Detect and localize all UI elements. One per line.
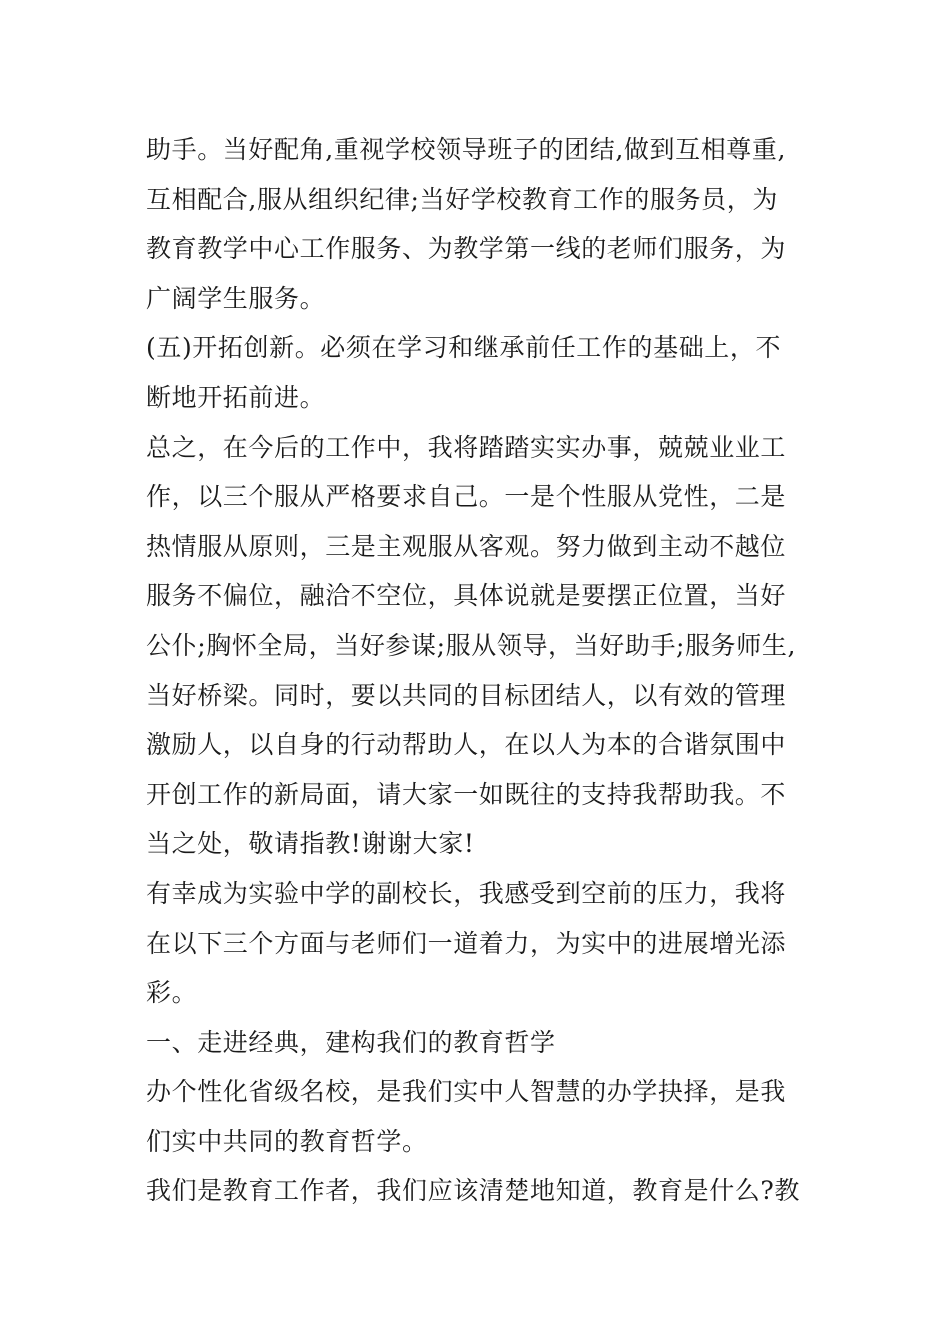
section-heading — [146, 1018, 826, 1068]
paragraph-5 — [146, 1067, 826, 1166]
text-line: 断地开拓前进。 — [146, 382, 326, 412]
text-line: 作，以三个服从严格要求自己。一是个性服从党性，二是 — [146, 482, 787, 512]
text-line: 热情服从原则，三是主观服从客观。努力做到主动不越位 — [146, 531, 787, 561]
paragraph-1 — [146, 125, 826, 323]
text-line: 服务不偏位，融洽不空位，具体说就是要摆正位置，当好 — [146, 581, 787, 611]
text-line: 互相配合,服从组织纪律;当好学校教育工作的服务员，为 — [146, 184, 778, 214]
text-line: 当好桥梁。同时，要以共同的目标团结人，以有效的管理 — [146, 680, 787, 710]
paragraph-3 — [146, 423, 826, 869]
text-line: 当之处，敬请指教!谢谢大家! — [146, 829, 475, 859]
text-line: 开创工作的新局面，请大家一如既往的支持我帮助我。不 — [146, 779, 787, 809]
text-line: 助手。当好配角,重视学校领导班子的团结,做到互相尊重, — [146, 135, 787, 164]
text-line: 办个性化省级名校，是我们实中人智慧的办学抉择，是我 — [146, 1077, 787, 1107]
text-line: (五)开拓创新。必须在学习和继承前任工作的基础上，不 — [146, 333, 782, 363]
paragraph-6 — [146, 1166, 826, 1216]
text-line: 总之，在今后的工作中，我将踏踏实实办事，兢兢业业工 — [146, 432, 787, 462]
document-body — [146, 125, 826, 1216]
text-line: 有幸成为实验中学的副校长，我感受到空前的压力，我将 — [146, 878, 787, 908]
text-line: 在以下三个方面与老师们一道着力，为实中的进展增光添 — [146, 928, 787, 958]
text-line: 公仆;胸怀全局，当好参谋;服从领导，当好助手;服务师生, — [146, 630, 797, 660]
text-line: 我们是教育工作者，我们应该清楚地知道，教育是什么?教 — [146, 1176, 801, 1206]
text-line: 教育教学中心工作服务、为教学第一线的老师们服务，为 — [146, 234, 787, 264]
paragraph-2 — [146, 323, 826, 422]
text-line: 们实中共同的教育哲学。 — [146, 1126, 428, 1156]
text-line: 激励人，以自身的行动帮助人，在以人为本的合谐氛围中 — [146, 730, 787, 760]
text-line: 广阔学生服务。 — [146, 283, 326, 313]
text-line: 一、走进经典，建构我们的教育哲学 — [146, 1027, 556, 1057]
paragraph-4 — [146, 869, 826, 1018]
text-line: 彩。 — [146, 978, 198, 1008]
